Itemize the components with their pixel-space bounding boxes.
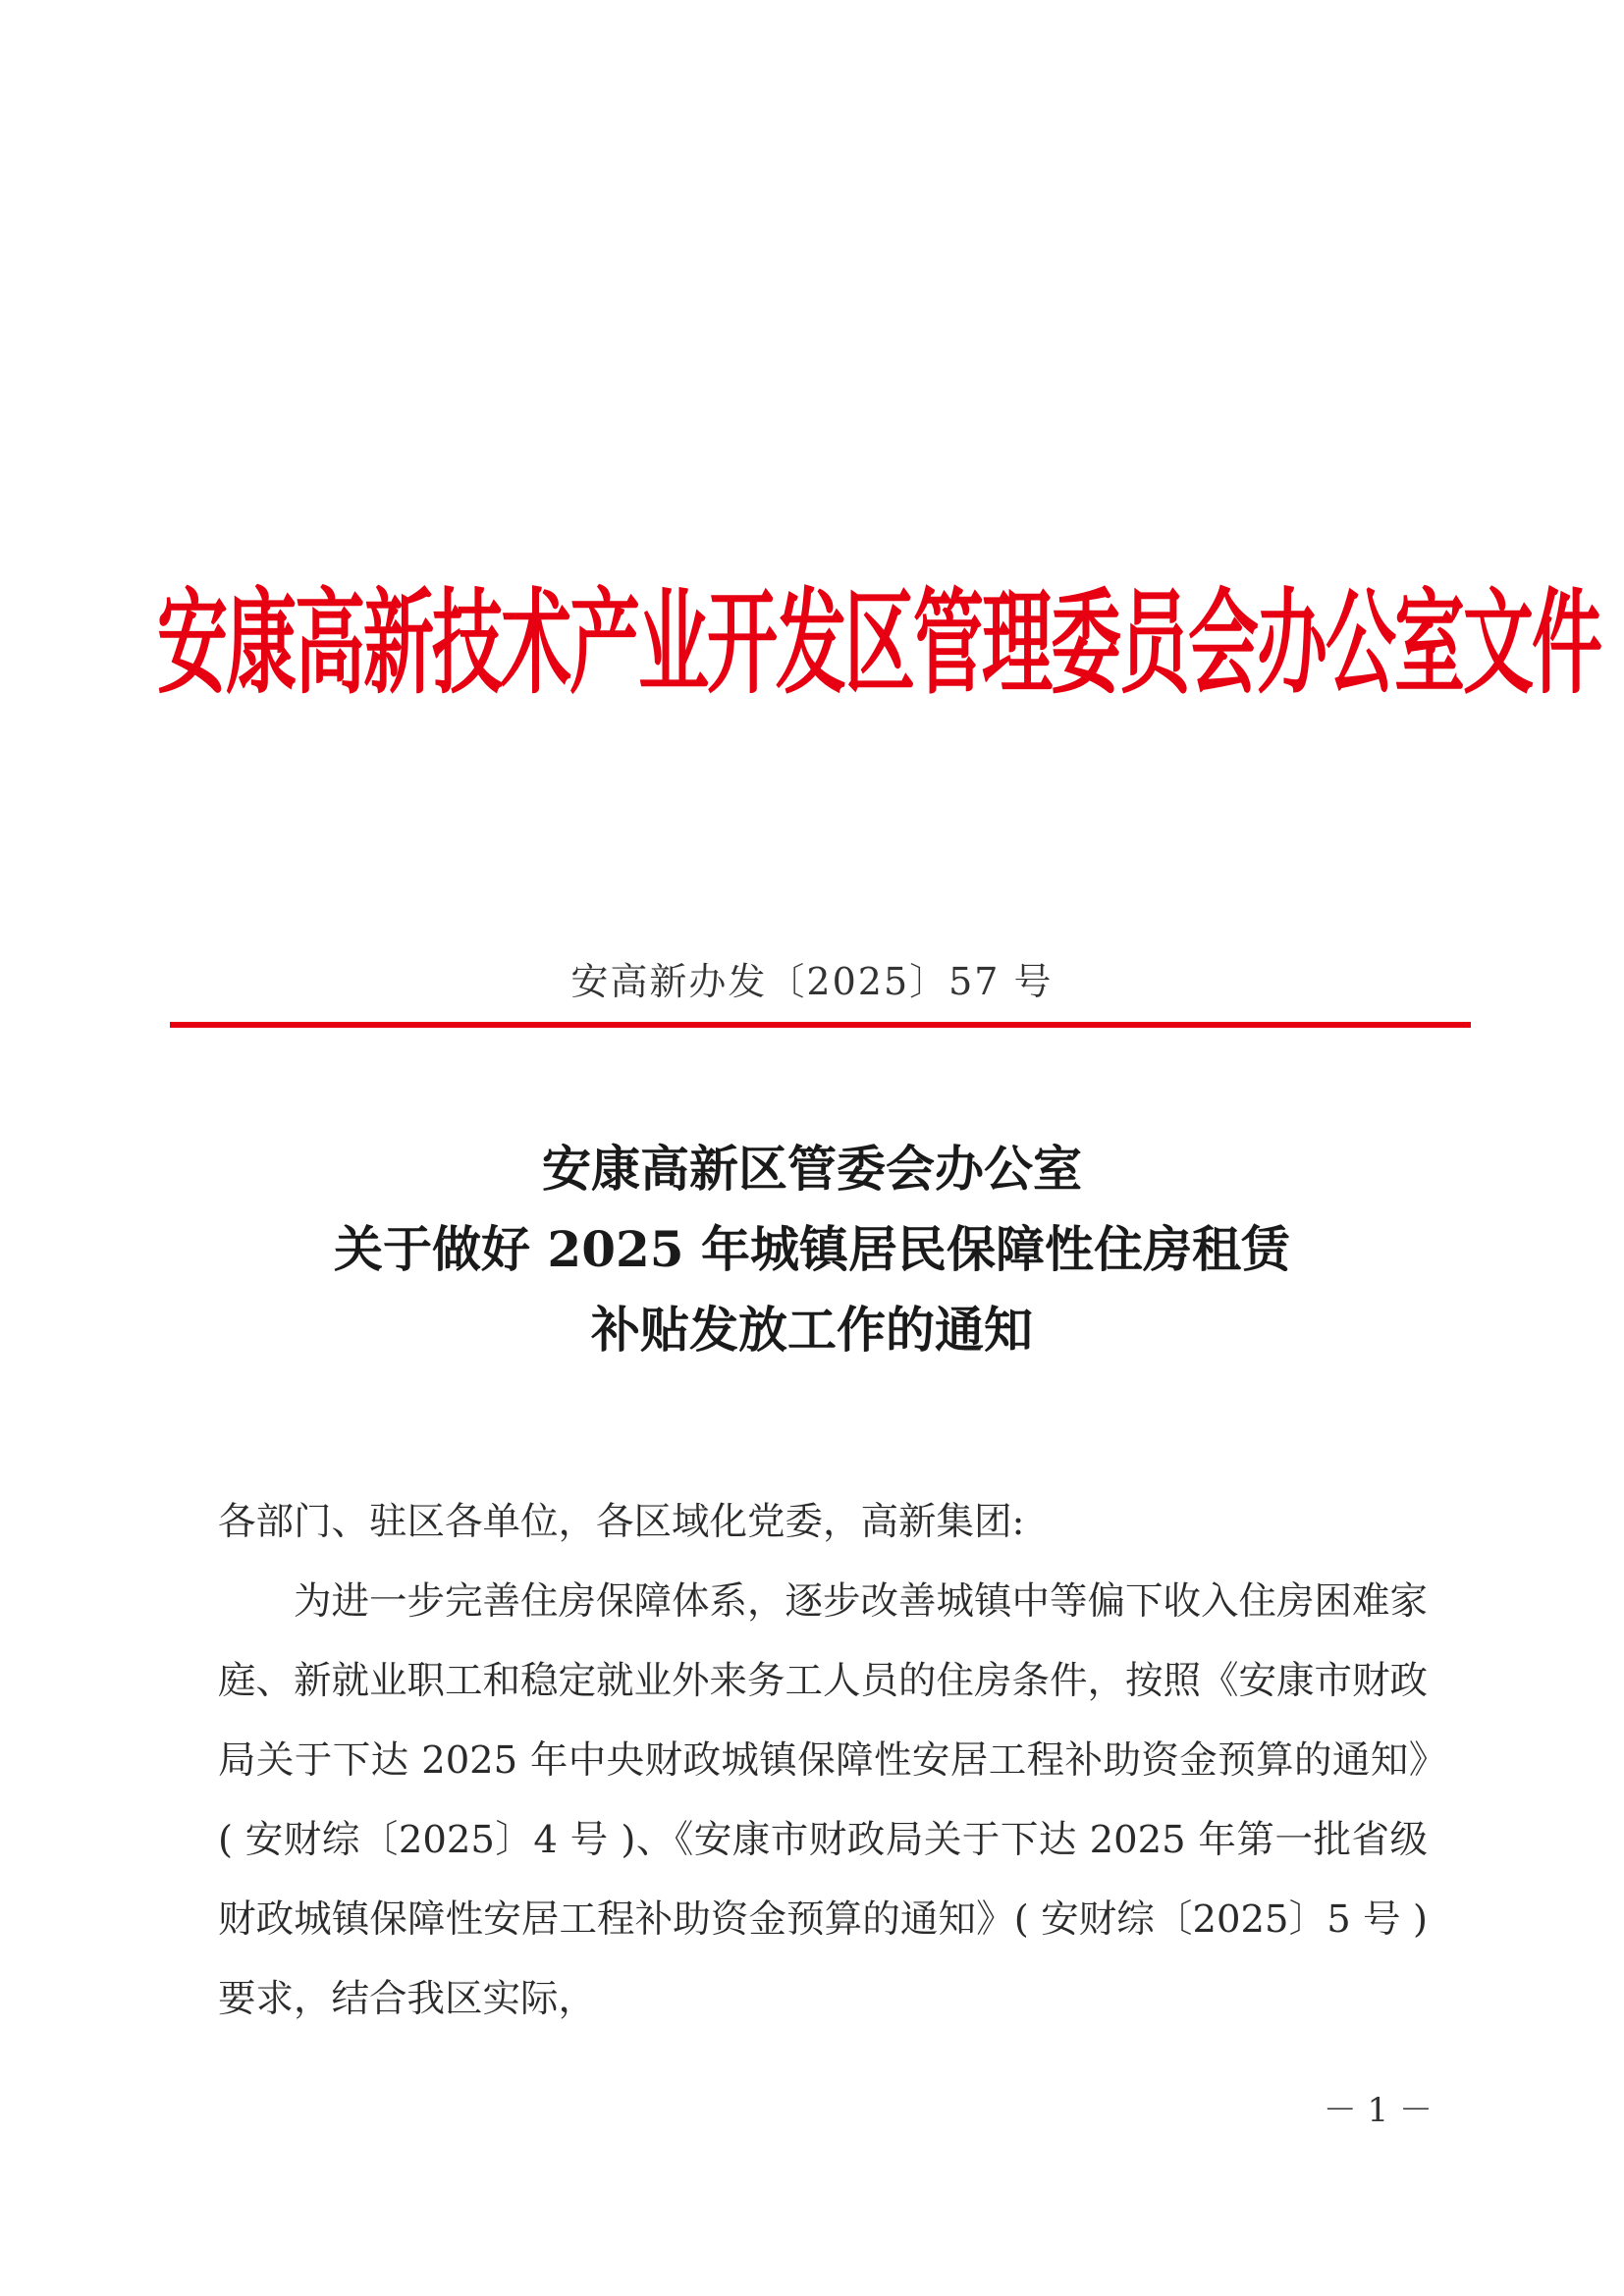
notice-title-line-3: 补贴发放工作的通知 xyxy=(591,1301,1033,1359)
issuer-header-title: 安康高新技术产业开发区管理委员会办公室文件 xyxy=(157,575,1601,710)
notice-body xyxy=(218,1482,1428,2039)
page-number: － 1 － xyxy=(1323,2091,1433,2130)
body-paragraph: 为进一步完善住房保障体系，逐步改善城镇中等偏下收入住房困难家庭、新就业职工和稳定就业外来务工人员的住房条件，按照《安康市财政局关于下达 2025 年中央财政城镇保障性安居工程补助资金预算的通知》( 安财综〔2025〕4 号 )、《安康市财政局关于下达 2025 年第一批省级财政城镇保障性安居工程补助资金预算的通知》( 安财综〔2025〕5 号 ) 要求，结合我区实际， xyxy=(218,1579,1429,2021)
notice-title-line-1: 安康高新区管委会办公室 xyxy=(542,1140,1082,1198)
notice-title-line-2: 关于做好 2025 年城镇居民保障性住房租赁 xyxy=(334,1220,1290,1278)
addressee-line: 各部门、驻区各单位，各区域化党委，高新集团: xyxy=(218,1500,1025,1544)
document-number: 安高新办发〔2025〕57 号 xyxy=(570,960,1054,1003)
red-divider-rule xyxy=(170,1022,1471,1028)
notice-title xyxy=(0,1129,1624,1370)
